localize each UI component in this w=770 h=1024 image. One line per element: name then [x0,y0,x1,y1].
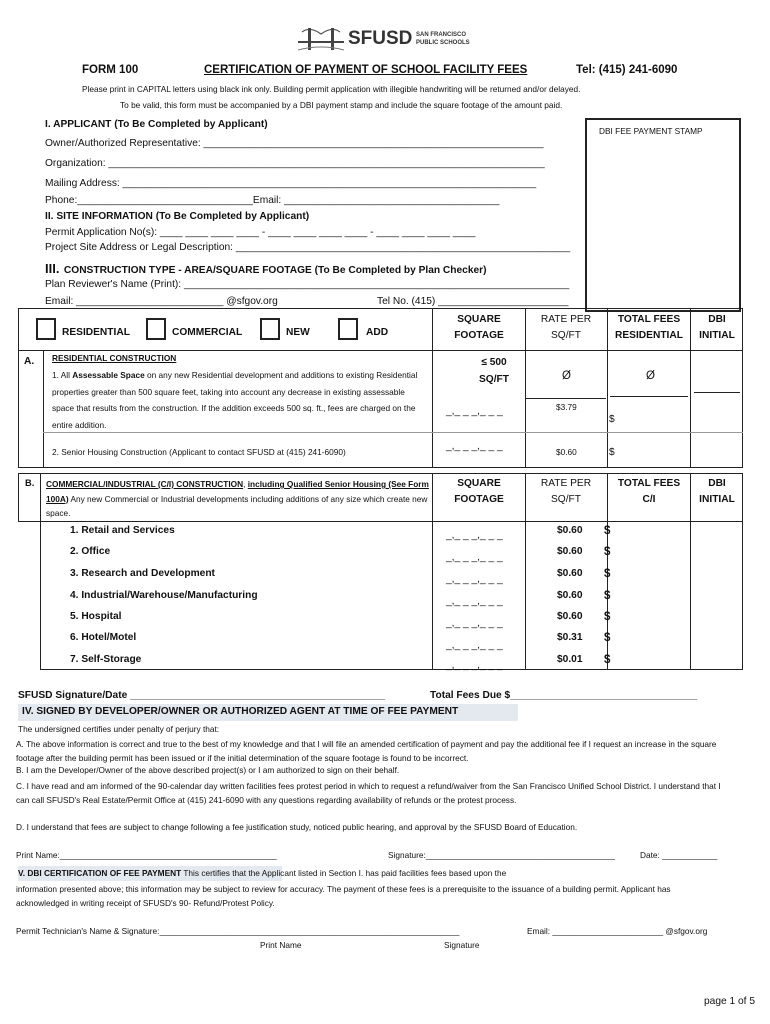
row-a-sqft-input[interactable]: _,_ _ _,_ _ _ [446,406,503,417]
item-sqft-input[interactable]: _,_ _ _,_ _ _ [446,640,503,651]
certification-c: C. I have read and am informed of the 90-calendar day written facilities fees protest period in which to request a refund/waiver from the San Francisco Unified School District. I understand that I can call SFUSD's Real Estate/Permit Office at (415) 241-6090 with any questions regarding availability of refunds or the protest process. [16,781,721,805]
header-total-fees-residential: TOTAL FEES RESIDENTIAL [615,314,683,341]
site-address-field[interactable]: Project Site Address or Legal Description: ___________________________________________________________ [45,242,571,253]
new-label: NEW [286,327,310,338]
row-a-rate: $3.79 [556,402,577,412]
row-a-letter: A. [24,356,35,367]
item-label: 2. Office [70,546,111,557]
certification-a: A. The above information is correct and true to the best of my knowledge and that I will file an amended certification of payment and pay the additional fee if I request an increase in the square footage after the building permit has been issued or if the initial determination of the square footage is found to be incorrect. [16,739,717,763]
item-sqft-input[interactable]: _,_ _ _,_ _ _ [446,574,503,585]
reviewer-email-field[interactable]: Email: __________________________ @sfgov.org [45,296,278,307]
row-a-title: RESIDENTIAL CONSTRUCTION [52,353,177,363]
row-b-letter: B. [25,478,35,488]
item-label: 6. Hotel/Motel [70,632,137,643]
owner-print-name-field[interactable]: Print Name:_______________________________________________ [16,850,277,860]
stamp-box-label: DBI FEE PAYMENT STAMP [599,126,703,136]
row-b-sep: , [243,479,248,489]
technician-name-signature-field[interactable]: Permit Technician's Name & Signature:_________________________________________________________________ [16,926,460,936]
item-total-input[interactable]: $ [604,590,611,602]
mailing-address-field[interactable]: Mailing Address: _________________________________________________________________________ [45,178,537,189]
technician-print-name-label: Print Name [260,940,302,950]
sfusd-signature-field[interactable]: SFUSD Signature/Date _____________________________________________ [18,690,386,701]
residential-checkbox[interactable] [36,318,56,340]
row-a-senior-housing: 2. Senior Housing Construction (Applicant to contact SFUSD at (415) 241-6090) [52,447,346,457]
section-3-title: CONSTRUCTION TYPE - AREA/SQUARE FOOTAGE (To Be Completed by Plan Checker) [63,265,487,276]
row-b-title: COMMERCIAL/INDUSTRIAL (C/I) CONSTRUCTION [46,479,244,489]
item-label: 7. Self-Storage [70,654,142,665]
item-sqft-input[interactable]: _,_ _ _,_ _ _ [446,618,503,629]
commercial-checkbox[interactable] [146,318,166,340]
row-b-title-2: including Qualified Senior Housing (See Form 100A) [46,479,429,504]
section-1-heading: I. APPLICANT (To Be Completed by Applicant) [45,119,268,130]
item-sqft-input[interactable]: _,_ _ _,_ _ _ [446,660,503,671]
item-sqft-input[interactable]: _,_ _ _,_ _ _ [446,530,503,541]
row-a-total-input[interactable]: $ [609,414,615,425]
b-header-square-footage: SQUARE FOOTAGE [454,478,504,505]
logo-subtext-1: SAN FRANCISCO [416,32,467,38]
section-3-heading [45,260,487,278]
logo-subtext-2: PUBLIC SCHOOLS [416,40,470,46]
residential-label: RESIDENTIAL [62,327,130,338]
instruction-line-1: Please print in CAPITAL letters using black ink only. Building permit application with illegible handwriting will be returned and/or delayed. [82,84,581,94]
row-b-description [46,477,430,521]
row-a2-total-input[interactable]: $ [609,447,615,458]
item-rate: $0.60 [557,568,583,579]
new-checkbox[interactable] [260,318,280,340]
total-fees-due-field[interactable]: Total Fees Due $_________________________________ [430,690,698,701]
row-b-rest: Any new Commercial or Industrial developments including additions of any size which create new space. [46,493,428,518]
form-number: FORM 100 [82,64,139,76]
section-4-heading-bg [18,704,518,721]
item-total-input[interactable]: $ [604,611,611,623]
item-total-input[interactable]: $ [604,546,611,558]
item-rate: $0.60 [557,525,583,536]
section-3-numeral: III. [45,261,60,276]
item-label: 4. Industrial/Warehouse/Manufacturing [70,590,258,601]
item-rate: $0.60 [557,590,583,601]
owner-field[interactable]: Owner/Authorized Representative: ____________________________________________________________ [45,138,544,149]
b-header-rate: RATE PER SQ/FT [540,478,592,505]
item-total-input[interactable]: $ [604,632,611,644]
item-label: 1. Retail and Services [70,525,175,536]
section-5-text: information presented above; this information may be subject to review for accuracy. The payment of these fees is a prerequisite to the issuance of a building permit. Applicant has acknowledged in writing receipt of SFUSD's 90- Refund/Protest Policy. [16,884,671,908]
owner-date-field[interactable]: Date: ____________ [640,850,718,860]
item-label: 3. Research and Development [70,568,215,579]
item-rate: $0.60 [557,611,583,622]
header-phone: Tel: (415) 241-6090 [576,64,678,76]
page-number: page 1 of 5 [704,996,755,1007]
section-5-text-first: This certifies that the Applicant listed in Section I. has paid facilities fees based upon the [181,868,507,878]
item-total-input[interactable]: $ [604,568,611,580]
add-checkbox[interactable] [338,318,358,340]
item-label: 5. Hospital [70,611,122,622]
certification-d: D. I understand that fees are subject to change following a fee justification study, noticed public hearing, and approval by the SFUSD Board of Education. [16,822,578,832]
section-4-intro: The undersigned certifies under penalty of perjury that: [18,724,220,734]
row-a-prefix: 1. All [52,370,73,380]
certification-b: B. I am the Developer/Owner of the above described project(s) or I am authorized to sign on their behalf. [16,765,400,775]
row-a-description [52,367,427,433]
row-a2-rate: $0.60 [556,447,577,457]
item-rate: $0.60 [557,546,583,557]
golden-gate-bridge-icon [298,24,344,54]
section-5-first-line [18,868,506,878]
logo-text: SFUSD [348,28,413,49]
row-a2-sqft-input[interactable]: _,_ _ _,_ _ _ [446,441,503,452]
permit-number-field[interactable]: Permit Application No(s): ____ ____ ____ ____ - ____ ____ ____ ____ - ____ ____ ____ ____ [45,227,476,238]
item-total-input[interactable]: $ [604,654,611,666]
owner-signature-field[interactable]: Signature:_________________________________________ [388,850,616,860]
section-5-heading: V. DBI CERTIFICATION OF FEE PAYMENT [18,868,182,878]
item-rate: $0.01 [557,654,583,665]
dbi-stamp-box[interactable] [585,118,741,312]
b-header-total-fees: TOTAL FEES C/I [617,478,681,505]
instruction-line-2: To be valid, this form must be accompanied by a DBI payment stamp and include the square footage of the amount paid. [120,100,563,110]
technician-email-field[interactable]: Email: ________________________ @sfgov.org [527,926,708,936]
row-a-rest: on any new Residential development and additions to existing Residential properties greater than 500 square feet, taking into account any decrease in existing assessable space that results from the construction. If the addition exceeds 500 sq. ft., fees are charged on the entire addition. [52,370,418,430]
section-4-heading: IV. SIGNED BY DEVELOPER/OWNER OR AUTHORIZED AGENT AT TIME OF FEE PAYMENT [22,706,459,717]
reviewer-tel-field[interactable]: Tel No. (415) _______________________ [377,296,569,307]
row-a-rate-empty: Ø [562,370,571,382]
item-rate: $0.31 [557,632,583,643]
section-2-heading: II. SITE INFORMATION (To Be Completed by Applicant) [45,211,310,222]
row-a-bold: Assessable Space [72,370,145,380]
form-title: CERTIFICATION OF PAYMENT OF SCHOOL FACILITY FEES [204,64,528,76]
row-a-total-empty: Ø [646,370,655,382]
technician-signature-label: Signature [444,940,480,950]
b-header-dbi-initial: DBI INITIAL [699,478,735,505]
header-dbi-initial: DBI INITIAL [699,314,735,341]
add-label: ADD [366,327,389,338]
organization-field[interactable]: Organization: _____________________________________________________________________________ [45,158,545,169]
sfusd-logo [298,24,478,56]
header-square-footage: SQUARE FOOTAGE [454,314,504,341]
row-a-sqft-limit: ≤ 500 SQ/FT [479,357,509,385]
commercial-label: COMMERCIAL [172,327,243,338]
plan-reviewer-field[interactable]: Plan Reviewer's Name (Print): ____________________________________________________________________ [45,279,570,290]
item-sqft-input[interactable]: _,_ _ _,_ _ _ [446,596,503,607]
item-total-input[interactable]: $ [604,525,611,537]
phone-email-field[interactable]: Phone:_______________________________Email: ______________________________________ [45,195,500,206]
item-sqft-input[interactable]: _,_ _ _,_ _ _ [446,552,503,563]
header-rate: RATE PER SQ/FT [540,314,592,341]
